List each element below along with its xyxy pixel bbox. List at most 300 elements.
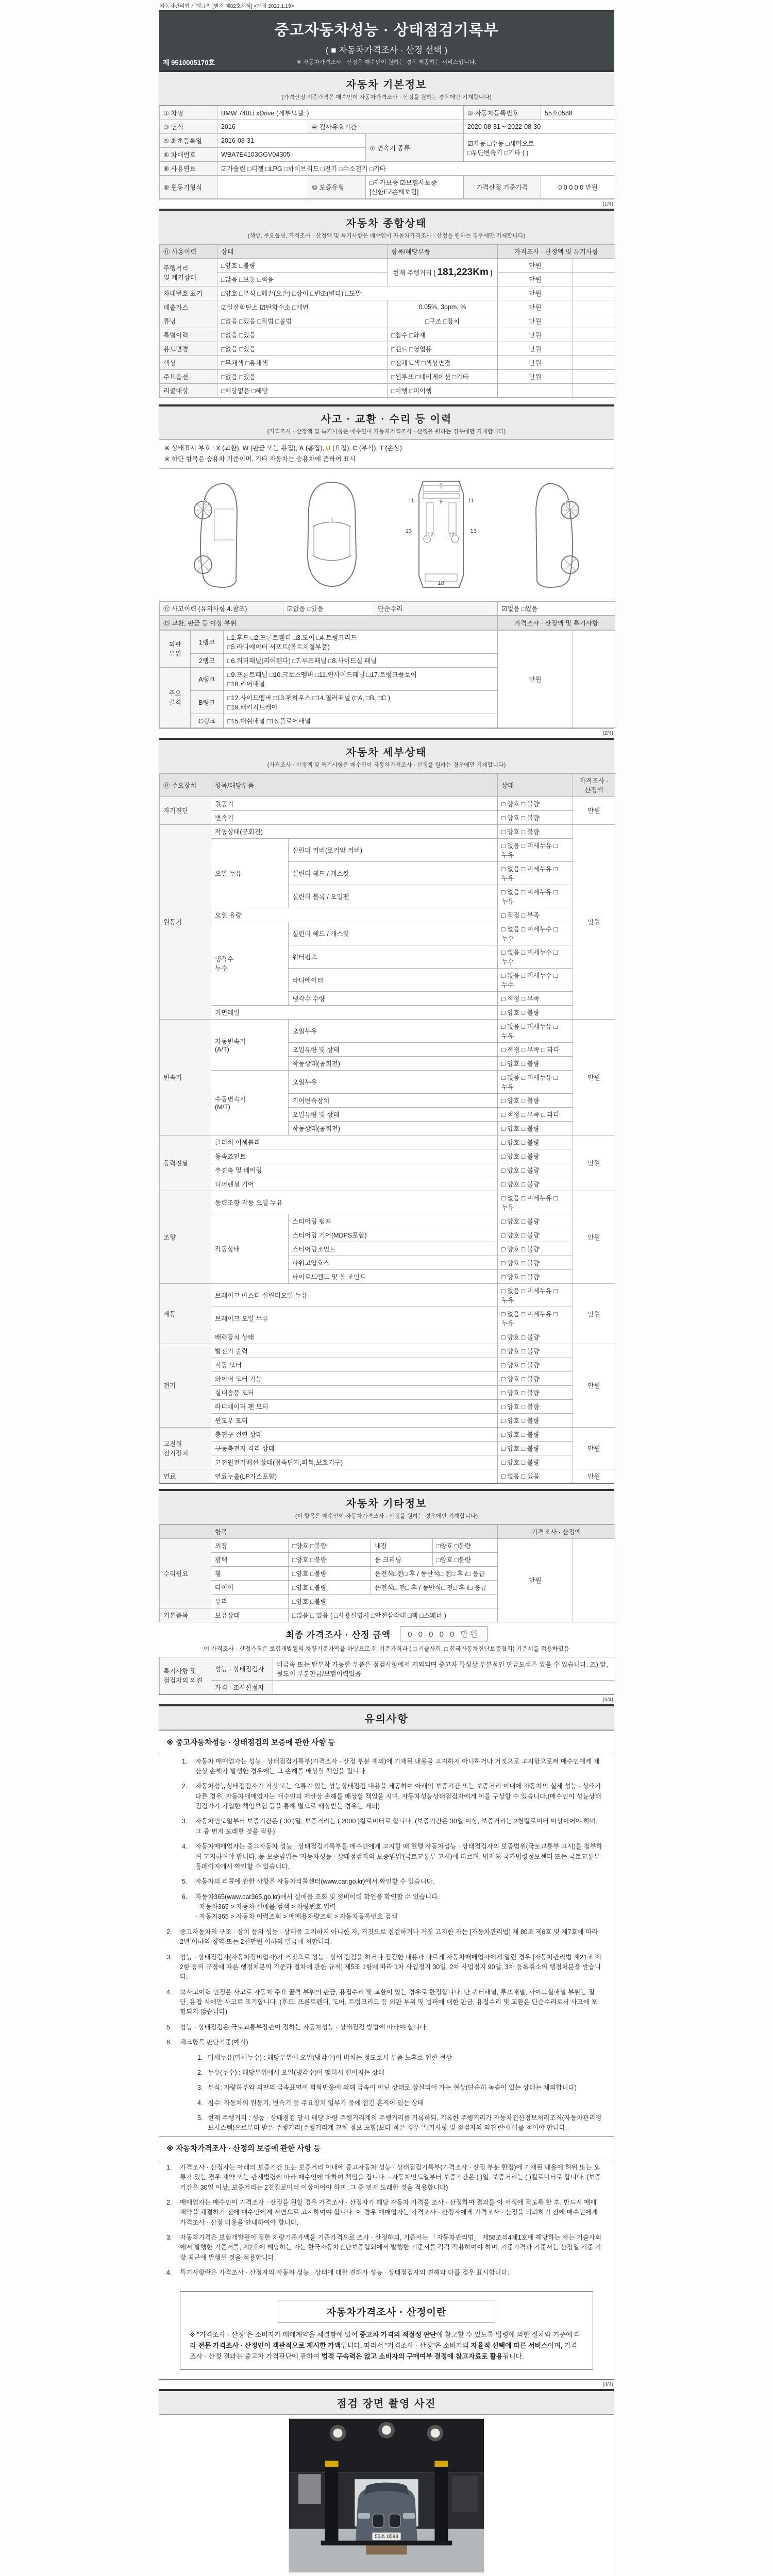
- car-diagram-right-side: [506, 478, 594, 591]
- table-cell: ⑥ 차대번호: [160, 148, 217, 162]
- table-row: [160, 630, 615, 653]
- table-row: [160, 796, 615, 810]
- table-cell: □ 없음 □ 미세누수 □ 누수: [498, 922, 573, 945]
- basic-info-table: [159, 106, 615, 199]
- diagram-part-number: 11: [467, 497, 474, 504]
- table-cell: □자가보증 ☑보험사보증 [신한EZ손해보험]: [366, 176, 464, 199]
- table-cell: 운전석□전□ 후 / 동반석□ 전□ 후 /□ 응급: [371, 1566, 498, 1580]
- table-row: [160, 1399, 615, 1413]
- table-cell: 오일 누유: [211, 838, 289, 908]
- table-cell: □양호 □불량: [289, 1552, 371, 1566]
- table-cell: □렌트 □영업용: [388, 342, 498, 356]
- table-cell: 만원: [573, 1469, 615, 1483]
- table-row: [160, 1135, 615, 1149]
- table-cell: 오일누유: [289, 1070, 498, 1093]
- table-cell: □ 없음 □ 미세누유 □ 누유: [498, 885, 573, 908]
- table-cell: □ 양호 □ 불량: [498, 1344, 573, 1358]
- table-cell: [498, 384, 573, 398]
- car-diagram-top: [288, 478, 376, 591]
- table-cell: □ 없음 □ 미세누유 □ 누유: [498, 1070, 573, 1093]
- table-cell: 조향: [160, 1191, 211, 1283]
- table-cell: B랭크: [191, 690, 224, 714]
- table-cell: □ 양호 □ 불량: [498, 1358, 573, 1371]
- table-cell: 원동기: [211, 796, 498, 810]
- table-cell: 고전원 전기장치: [160, 1427, 211, 1469]
- table-row: [160, 162, 615, 176]
- table-cell: □15.대쉬패널 □16.플로어패널: [224, 714, 498, 727]
- table-cell: ⑬ 교환, 판금 등 이상 부위: [160, 616, 498, 630]
- table-row: [160, 1307, 615, 1330]
- table-cell: [573, 300, 615, 314]
- page-marker-4: (4/4): [602, 2381, 613, 2387]
- notice-item: 2. 중고자동차의 구조 · 장치 등의 성능 · 상태를 고지하지 아니한 자, 거짓으로 점검하거나 거짓 고지한 자는 [자동차관리법] 제 80조 제6호 및 제7호에 따라 2년 이하의 징역 또는 2천만원 이하의 벌금에 처합니다.: [159, 1925, 614, 1950]
- table-cell: 작동상태(공회전): [289, 1056, 498, 1070]
- table-cell: 내장: [371, 1538, 433, 1552]
- section-detail-subtitle: (가격조사 · 산정액 및 특기사항은 매수인이 자동차가격조사 · 산정을 원하는 경우에만 기재합니다): [267, 761, 506, 768]
- table-cell: □무채색 □유채색: [217, 356, 388, 370]
- table-cell: ④ 검사유효기간: [308, 120, 464, 134]
- table-row: [160, 1385, 615, 1399]
- table-cell: [573, 370, 615, 384]
- table-row: [160, 1019, 615, 1042]
- section-detail-title: 자동차 세부상태: [346, 747, 427, 758]
- table-cell: □ 양호 □ 불량: [498, 1399, 573, 1413]
- table-cell: 차대번호 표기: [160, 286, 217, 300]
- section-overall-subtitle: (색상, 주요옵션, 가격조사 · 산정액 및 특기사항은 매수인이 자동차가격조사 · 산정을 원하는 경우에만 기재합니다): [247, 233, 526, 239]
- table-cell: 오일유량 및 상태: [289, 1107, 498, 1121]
- table-cell: 55소0588: [541, 106, 615, 120]
- table-cell: 유리: [211, 1594, 289, 1608]
- table-cell: 1랭크: [191, 630, 224, 653]
- table-cell: ☑없음 □있음: [283, 601, 374, 615]
- section-photos-title: 점검 장면 촬영 사진: [337, 2398, 436, 2410]
- table-row: [160, 908, 615, 922]
- table-cell: 윈도우 모터: [211, 1413, 498, 1427]
- table-cell: ⑧ 사용연료: [160, 162, 217, 176]
- table-row: [160, 922, 615, 945]
- table-cell: [160, 1524, 211, 1538]
- table-cell: 와이퍼 모터 기능: [211, 1371, 498, 1385]
- table-cell: 배력장치 상태: [211, 1330, 498, 1344]
- table-cell: 냉각수 누수: [211, 922, 289, 1005]
- table-row: [160, 601, 615, 615]
- table-cell: 라디에이터: [289, 968, 498, 991]
- table-row: [160, 1149, 615, 1163]
- table-cell: 충전구 절연 상태: [211, 1427, 498, 1441]
- document-number: 제 9510005170호: [163, 59, 215, 66]
- inspection-photo-front: [289, 2418, 484, 2573]
- table-row: [160, 1441, 615, 1455]
- table-cell: □양호 □불량: [289, 1594, 498, 1608]
- state-symbol: W: [242, 445, 249, 452]
- table-cell: □전체도색 □색상변경: [388, 356, 498, 370]
- table-row: [160, 1283, 615, 1307]
- table-row: [160, 1371, 615, 1385]
- diagram-part-number: 12: [448, 531, 455, 538]
- table-cell: 만원: [573, 796, 615, 824]
- table-cell: 스티어링조인트: [289, 1242, 498, 1256]
- table-cell: □ 양호 □ 불량: [498, 1121, 573, 1135]
- notice-item: 1. 가격조사 · 산정자는 아래의 보증기간 또는 보증거리 이내에 중고자동차 성능 · 상태점검기록부(가격조사 · 산정 부분 한정)에 기재된 내용에 허위 또는 오류가 있는 경우 계약 또는 관계법령에 따라 매수인에 대하여 책임을 집니다. · 자동차인도일부터 보증기간은 ( )일, 보증거리는 ( )킬로미터로 합니다. (보증기간은 30일 이상, 보증거리는 2천킬로미터 이상이어야 하며, 그 중 먼저 도래한 것을 적용합니다): [159, 2160, 614, 2195]
- table-cell: 원동기: [160, 824, 211, 1019]
- table-cell: 오일누유: [289, 1019, 498, 1042]
- table-cell: 만원: [498, 630, 573, 727]
- about-valuation-title: 자동차가격조사 · 산정이란: [278, 2300, 495, 2323]
- table-cell: 등속죠인트: [211, 1149, 498, 1163]
- page-marker-1: (1/4): [602, 201, 613, 207]
- state-symbol-legend: [159, 440, 614, 469]
- table-cell: 2랭크: [191, 653, 224, 667]
- table-cell: □ 적정 □ 부족: [498, 991, 573, 1005]
- notice-item: 2. 누유(누수) : 해당부위에서 오일(냉각수)이 맺혀서 떨어지는 상태: [159, 2065, 614, 2080]
- table-cell: □ 양호 □ 불량: [498, 1056, 573, 1070]
- notice-item: 3. 자동차가격은 보험개발원이 정한 차량기준가액을 기준가격으로 조사 · 산정하되, 기준서는 「자동차관리법」 제58조의4제1호에 해당하는 자는 기술사회에서 발행한 기준서를, 제2호에 해당하는 자는 한국자동차진단보증협회에서 발행한 기준서를 각각 적용하여야 하며, 기준가격과 기준서는 산정일 기준 가장 최근에 발행된 것을 적용합니다.: [159, 2230, 614, 2265]
- table-cell: ⑭ 주요장치: [160, 773, 211, 796]
- table-row: [160, 838, 615, 861]
- table-cell: [573, 356, 615, 370]
- table-cell: 오일유량 및 상태: [289, 1042, 498, 1056]
- table-cell: 타이로드엔드 및 볼 조인트: [289, 1269, 498, 1283]
- table-cell: 실린더 헤드 / 개스킷: [289, 861, 498, 885]
- diagram-part-number: 13: [470, 528, 477, 534]
- table-cell: 만원: [498, 314, 573, 328]
- table-cell: □이행 □미이행: [388, 384, 498, 398]
- front-license-plate: 55소 0588: [375, 2534, 398, 2540]
- table-cell: ⑪ 사용이력: [160, 245, 217, 259]
- table-cell: ② 자동차등록번호: [464, 106, 541, 120]
- table-cell: □ 양호 □ 불량: [498, 1005, 573, 1019]
- final-price-label: 최종 가격조사 · 산정 금액: [285, 1630, 391, 1640]
- table-row: [160, 1070, 615, 1093]
- table-cell: 항목: [211, 1524, 498, 1538]
- table-row: [160, 1469, 615, 1483]
- table-cell: 스티어링 펌프: [289, 1214, 498, 1228]
- table-cell: 수리필요: [160, 1538, 211, 1608]
- section-notices: [159, 1704, 614, 2380]
- table-cell: [573, 384, 615, 398]
- document-subtitle: ( ■ 자동차가격조사 · 산정 선택 ): [325, 45, 448, 55]
- table-cell: 작동상태(공회전): [289, 1121, 498, 1135]
- table-row: [160, 106, 615, 120]
- table-row: [160, 1680, 615, 1694]
- section-detail-header: [159, 740, 614, 773]
- table-cell: □양호 □불량: [289, 1538, 371, 1552]
- table-cell: □ 양호 □ 불량: [498, 1371, 573, 1385]
- table-cell: 실린더 커버(로커암 커버): [289, 838, 498, 861]
- table-cell: 리콜대상: [160, 384, 217, 398]
- section-basic-info: [159, 70, 614, 199]
- table-cell: □ 양호 □ 불량: [498, 1413, 573, 1427]
- table-cell: □6.쿼터패널(리어휀다) □7.루프패널 □8.사이드실 패널: [224, 653, 498, 667]
- car-underbody-outline: [397, 478, 485, 591]
- table-cell: 전기: [160, 1344, 211, 1427]
- table-cell: 0.05%, 3ppm, %: [388, 300, 498, 314]
- notices-list: [159, 1730, 614, 2284]
- section-accident-history: [159, 404, 614, 728]
- table-cell: □1.후드 □2.프론트휀더 □3.도어 □4.트렁크리드 □5.라디에이터 서포트(볼트체결부품): [224, 630, 498, 653]
- diagram-part-number: 1: [330, 518, 334, 524]
- table-cell: 발전기 출력: [211, 1344, 498, 1358]
- section-notices-title: 유의사항: [364, 1713, 409, 1725]
- table-cell: 운전석□ 전□ 후 / 동반석□ 전□ 후 /□ 응급: [371, 1580, 498, 1594]
- table-cell: 광택: [211, 1552, 289, 1566]
- car-side-outline-mirrored: [506, 478, 594, 591]
- table-cell: 만원: [573, 824, 615, 1019]
- notice-item: 2. 매매업자는 매수인이 가격조사 · 산정을 원할 경우 가격조사 · 산정자가 해당 자동차 가격을 조사 · 산정하여 결과를 이 서식에 적도록 한 후, 반드시 매매계약을 체결하기 전에 매수인에게 서면으로 고지하여야 합니다. 이 경우 매매업자는 가격조사 · 산정자에게 가격조사 · 산정을 의뢰하기 전에 매수인에게 가격조사 · 산정 비용을 안내하여야 합니다.: [159, 2195, 614, 2230]
- table-row: [160, 824, 615, 838]
- section-overall-header: [159, 211, 614, 244]
- notice-item: 5. 현재 주행거리 : 성능 · 상태점검 당시 해당 차량 주행거리계의 주행거리를 기록하되, 기록한 주행거리가 자동차전산정보처리조직(자동차관리정보시스템)으로부터 받은 주행거리(주행거리계 교체 정보 포함)보다 적은 경우 '특기사항 및 점검자의 의견'란에 이를 적어야 합니다.: [159, 2111, 614, 2136]
- section-photos: [159, 2389, 614, 2576]
- table-cell: 2020-08-31 ~ 2022-08-30: [464, 120, 615, 134]
- table-cell: 기본품목: [160, 1608, 211, 1622]
- table-cell: 클러치 어셈블리: [211, 1135, 498, 1149]
- table-cell: □양호 □부식 □훼손(오손) □상이 □변조(변타) □도말: [217, 286, 498, 300]
- document-page: [159, 0, 614, 2576]
- table-cell: 오일 유량: [211, 908, 498, 922]
- section-other-info: [159, 1489, 614, 1695]
- state-symbol: C: [352, 445, 358, 452]
- car-diagram-left-side: [179, 478, 267, 591]
- table-cell: 실린더 헤드 / 개스킷: [289, 922, 498, 945]
- table-row: [160, 1455, 615, 1469]
- table-cell: 가격조사 · 산정액: [573, 773, 615, 796]
- table-cell: 만원: [498, 286, 573, 300]
- table-cell: 만원: [573, 1019, 615, 1135]
- inspection-photos: [159, 2415, 614, 2576]
- state-symbol: T: [379, 445, 383, 452]
- table-cell: 만원: [498, 356, 573, 370]
- table-cell: ☑가솔린 □디젤 □LPG □하이브리드 □전기 □수소전기 □기타: [217, 162, 615, 176]
- table-cell: 현재 주행거리 [ 181,223Km ]: [388, 259, 498, 286]
- table-cell: 주요 골격: [160, 667, 191, 727]
- table-cell: □ 양호 □ 불량: [498, 1269, 573, 1283]
- table-cell: □구조 □장치: [388, 314, 498, 328]
- table-cell: □12.사이드멤버 □13.휠하우스 □14.필러패널 (□A, □B, □C ) □19.패키지트레이: [224, 690, 498, 714]
- diagram-part-number: 2: [566, 499, 569, 506]
- table-cell: 튜닝: [160, 314, 217, 328]
- notice-heading: ※ 중고자동차성능 · 상태점검의 보증에 관한 사항 등: [159, 1730, 614, 1754]
- table-cell: □ 양호 □ 불량: [498, 1163, 573, 1177]
- table-cell: 자기진단: [160, 796, 211, 824]
- table-cell: 만원: [498, 259, 573, 273]
- table-cell: 라디에이터 팬 모터: [211, 1399, 498, 1413]
- table-cell: 성능 · 상태점검자: [211, 1657, 273, 1680]
- table-cell: 실내송풍 모터: [211, 1385, 498, 1399]
- table-cell: 0 0 0 0 0 만원: [541, 176, 615, 199]
- form-reference-note: 자동차관리법 시행규칙 [별지 제82호서식] <개정 2021.1.19>: [160, 4, 294, 9]
- table-cell: □ 양호 □ 불량: [498, 810, 573, 824]
- accident-flags-table: [159, 601, 615, 616]
- table-cell: □많음 □보통 □적음: [217, 273, 388, 286]
- table-cell: C랭크: [191, 714, 224, 727]
- table-cell: 2016: [217, 120, 308, 134]
- table-cell: □ 양호 □ 불량: [498, 1441, 573, 1455]
- table-row: [160, 616, 615, 630]
- table-cell: 특기사항 및 점검자의 의견: [160, 1657, 211, 1694]
- table-cell: 실린더 블록 / 오일팬: [289, 885, 498, 908]
- table-cell: □ 적정 □ 부족 □ 과다: [498, 1042, 573, 1056]
- table-row: [160, 1358, 615, 1371]
- notice-item: 5. 성능 · 상태점검은 국토교통부장관이 정하는 자동차성능 · 상태점검 방법에 따라야 합니다.: [159, 2020, 614, 2035]
- table-row: [160, 356, 615, 370]
- table-cell: 항목/해당부품: [388, 245, 498, 259]
- table-cell: ⑩ 보증유형: [308, 176, 366, 199]
- rank-parts-table: [159, 630, 615, 728]
- table-cell: 색상: [160, 356, 217, 370]
- table-cell: □없음 □있음: [217, 328, 388, 342]
- table-cell: [573, 342, 615, 356]
- table-cell: ☑자동 □수동 □세미오토 □무단변속기 □기타 ( ): [464, 134, 615, 162]
- table-cell: □없음 □있음 □적법 □불법: [217, 314, 388, 328]
- table-cell: □ 양호 □ 불량: [498, 1256, 573, 1269]
- section-basic-subtitle: (가격산정 기준가격은 매수인이 자동차가격조사 · 산정을 원하는 경우에만 기재합니다): [281, 94, 492, 100]
- table-row: [160, 120, 615, 134]
- diagram-part-number: 9: [439, 498, 443, 505]
- table-row: [160, 1177, 615, 1191]
- table-cell: ☑일산화탄소 ☑탄화수소 □매연: [217, 300, 388, 314]
- notice-item: 4. 자동차매매업자는 중고자동차 성능 · 상태점검기록부를 매수인에게 고지할 때 현행 자동차성능 · 상태점검자의 보증범위(국토교통부 고시)를 첨부하여 고지하여야 합니다. 동 보증범위는 '자동차성능 · 상태점검자의 보증범위'(국토교통부 고시)에 따르며, 법제처 국가법령정보센터 또는 국토교통부 홈페이지에서 확인할 수 있습니다.: [159, 1839, 614, 1874]
- table-cell: 주요옵션: [160, 370, 217, 384]
- table-cell: [573, 286, 615, 300]
- table-cell: 룸 크리닝: [371, 1552, 433, 1566]
- table-cell: □침수 □화재: [388, 328, 498, 342]
- section-overall-state: [159, 209, 614, 398]
- table-cell: 연료: [160, 1469, 211, 1483]
- section-basic-header: [159, 72, 614, 106]
- table-row: [160, 342, 615, 356]
- table-row: [160, 1538, 615, 1552]
- table-cell: 연료누출(LP가스포함): [211, 1469, 498, 1483]
- table-cell: 만원: [498, 342, 573, 356]
- table-cell: □양호 □불량: [217, 259, 388, 273]
- table-row: [160, 1524, 615, 1538]
- table-cell: □양호 □불량: [433, 1538, 498, 1552]
- document-titlebar: [159, 10, 614, 70]
- table-cell: □ 없음 □ 미세누유 □ 누유: [498, 838, 573, 861]
- table-cell: 2016-08-31: [217, 134, 366, 148]
- section-accident-subtitle: (가격조사 · 산정액 및 특기사항은 매수인이 자동차가격조사 · 산정을 원하는 경우에만 기재합니다): [267, 429, 506, 435]
- table-cell: 파워고압호스: [289, 1256, 498, 1269]
- table-cell: [573, 328, 615, 342]
- table-cell: ⑤ 최초등록일: [160, 134, 217, 148]
- table-cell: ① 차명: [160, 106, 217, 120]
- table-cell: ③ 연식: [160, 120, 217, 134]
- section-detail-state: [159, 738, 614, 1484]
- table-cell: □ 없음 □ 미세누유 □ 누유: [498, 1283, 573, 1307]
- table-cell: 스티어링 기어(MDPS포함): [289, 1228, 498, 1242]
- notice-heading: ※ 자동차가격조사 · 산정의 보증에 관한 사항 등: [159, 2136, 614, 2160]
- table-row: [160, 384, 615, 398]
- about-valuation-text: ※ "가격조사 · 산정"은 소비자가 매매계약을 체결함에 있어 중고차 가격의 적절성 판단에 참고할 수 있도록 법령에 의한 절차와 기준에 따라 전문 가격조사 · 산정인이 객관적으로 제시한 가액입니다. 따라서 "가격조사 · 산정"은 소비자의 자율적 선택에 따른 서비스이며, 가격조사 · 산정 결과는 중고차 가격판단에 관하여 법적 구속력은 없고 소비자의 구매여부 결정에 참고자료로 활용됩니다.: [190, 2330, 581, 2361]
- table-cell: □ 없음 □ 미세누유 □ 누유: [498, 1019, 573, 1042]
- table-cell: 동력조향 작동 오일 누유: [211, 1191, 498, 1214]
- table-cell: 비금속 또는 탈부착 가능한 부품은 점검사항에서 제외되며 중고차 특성상 부분적인 판금도색은 있을 수 있습니다. 조) 앞,뒷도어 부분판금/보험이력있음: [273, 1657, 615, 1680]
- section-accident-title: 사고 · 교환 · 수리 등 이력: [321, 414, 452, 425]
- table-cell: [573, 259, 615, 273]
- table-row: [160, 314, 615, 328]
- notice-item: 3. 부식: 차량하부와 외판의 금속표면이 화학반응에 의해 금속이 아닌 상태로 상실되어 가는 현상(단순히 녹슬어 있는 상태는 제외합니다): [159, 2080, 614, 2095]
- table-cell: □해당없음 □해당: [217, 384, 388, 398]
- table-cell: □ 적정 □ 부족 □ 과다: [498, 1107, 573, 1121]
- table-cell: 제동: [160, 1283, 211, 1344]
- table-cell: □ 양호 □ 불량: [498, 1427, 573, 1441]
- table-cell: 상태: [217, 245, 388, 259]
- about-valuation-box: [180, 2291, 593, 2370]
- table-cell: 만원: [573, 1191, 615, 1283]
- table-cell: 만원: [573, 1344, 615, 1427]
- table-cell: □ 양호 □ 불량: [498, 1093, 573, 1107]
- table-row: [160, 134, 615, 148]
- table-cell: □양호 □불량: [289, 1566, 371, 1580]
- table-cell: □ 없음 □ 미세누유 □ 누유: [498, 1307, 573, 1330]
- table-row: [160, 370, 615, 384]
- car-diagrams: [159, 469, 614, 601]
- table-cell: 만원: [498, 328, 573, 342]
- page-marker-3: (3/4): [602, 1697, 613, 1703]
- diagram-part-number: 12: [427, 531, 434, 538]
- table-cell: 기어변속장치: [289, 1093, 498, 1107]
- table-row: [160, 1191, 615, 1214]
- table-cell: 만원: [573, 1427, 615, 1469]
- table-cell: A랭크: [191, 667, 224, 690]
- table-cell: 외장: [211, 1538, 289, 1552]
- notice-item: 3. 자동차인도일부터 보증기간은 ( 30 )일, 보증거리는 ( 2000 )킬로미터로 합니다. (보증기간은 30일 이상, 보증거리는 2천킬로미터 이상이어야 하며, 그 중 먼저 도래한 것을 적용): [159, 1814, 614, 1839]
- notice-item: 3. 성능 · 상태점검자(자동차정비업자)가 거짓으로 성능 · 상태 점검을 하거나 점검한 내용과 다르게 자동차매매업자에게 알린 경우 [자동차관리법 제21조 제2항 등의 규정에 따른 행정처분의 기준과 절차에 관한 규칙] 제5조 1항에 따라 1차 사업정지 30일, 2차 사업정지 90일, 3차 등록취소의 행정처분을 받습니다.: [159, 1950, 614, 1985]
- table-cell: 상태: [498, 773, 573, 796]
- table-cell: [217, 176, 308, 199]
- table-cell: 용도변경: [160, 342, 217, 356]
- table-row: [160, 1005, 615, 1019]
- table-cell: 동력전달: [160, 1135, 211, 1191]
- table-cell: 항목/해당부품: [211, 773, 498, 796]
- table-cell: ⑨ 원동기형식: [160, 176, 217, 199]
- table-cell: □없음 □ 있음 ( □사용설명서 □안전삼각대 □잭 □스패너 ): [289, 1608, 498, 1622]
- table-cell: □양호 □불량: [433, 1552, 498, 1566]
- section-overall-title: 자동차 종합상태: [346, 218, 427, 229]
- table-cell: □ 양호 □ 불량: [498, 1242, 573, 1256]
- table-cell: 휠: [211, 1566, 289, 1580]
- table-cell: 가격조사 · 산정액 및 특기사항: [498, 616, 615, 630]
- table-cell: □없음 □있음: [217, 342, 388, 356]
- other-info-table: [159, 1524, 615, 1622]
- legend-note: ※ 하단 항목은 승용차 기준이며, 기타 자동차는 승용차에 준하여 표시: [164, 455, 356, 463]
- table-row: [160, 300, 615, 314]
- remarks-table: [159, 1657, 615, 1694]
- notice-item: 1. 자동차 매매업자는 성능 · 상태점검기록부(가격조사 · 산정 부분 제외)에 기재된 내용을 고지하지 아니하거나 거짓으로 고지함으로써 매수인에게 재산상 손해가 발생한 경우에는 그 손해를 배상할 책임을 집니다.: [159, 1754, 614, 1780]
- table-row: [160, 286, 615, 300]
- table-cell: 만원: [498, 370, 573, 384]
- table-cell: 배출가스: [160, 300, 217, 314]
- table-cell: □썬루프 □네비게이션 □기타: [388, 370, 498, 384]
- section-basic-title: 자동차 기본정보: [346, 79, 427, 91]
- detail-state-table: [159, 773, 615, 1483]
- table-row: [160, 1214, 615, 1228]
- table-cell: BMW 740Li xDrive (세부모델: ): [217, 106, 464, 120]
- final-price-note: 이 가격조사 · 산정가격은 보험개발원의 차량기준가액을 바탕으로 한 기준가격과 ( □ 기술사회, □ 한국자동차진단보증협회) 기준서를 적용하였음: [159, 1643, 614, 1657]
- table-cell: □없음 □있음: [217, 370, 388, 384]
- table-cell: 가격조사 · 산정액 및 특기사항: [498, 245, 615, 259]
- section-other-header: [159, 1491, 614, 1524]
- notice-item: 1. 미세누유(미세누수) : 해당부위에 오일(냉각수)이 비치는 정도로서 부품 노후로 인한 현상: [159, 2050, 614, 2065]
- section-other-title: 자동차 기타정보: [346, 1498, 427, 1510]
- table-row: [160, 176, 615, 199]
- table-cell: 만원: [498, 1538, 573, 1622]
- table-cell: 수동변속기 (M/T): [211, 1070, 289, 1135]
- table-cell: 만원: [573, 1135, 615, 1191]
- notice-item: 6. 자동차365(www.car365.go.kr)에서 실매물 조회 및 정비이력 확인을 확인할 수 있습니다. - 자동차365 > 자동차 실매물 검색 > 차량번호 입력 - 자동차365 > 자동차 이력조회 > 매매용차량조회 > 자동차등록번호 검색: [159, 1890, 614, 1925]
- notice-item: 4. ⑫사고이력 인정은 사고로 자동차 주요 골격 부위의 판금, 용접수리 및 교환이 있는 경우로 한정합니다. 단 쿼터패널, 루프패널, 사이드실패널 부위는 절단, 용접 시에만 사고로 표기합니다. (후드, 프론트펜더, 도어, 트렁크리드 등 외판 부위 및 범퍼에 대한 판금, 용접수리 및 교환은 단순수리로서 사고에 포함되지 않습니다): [159, 1985, 614, 2020]
